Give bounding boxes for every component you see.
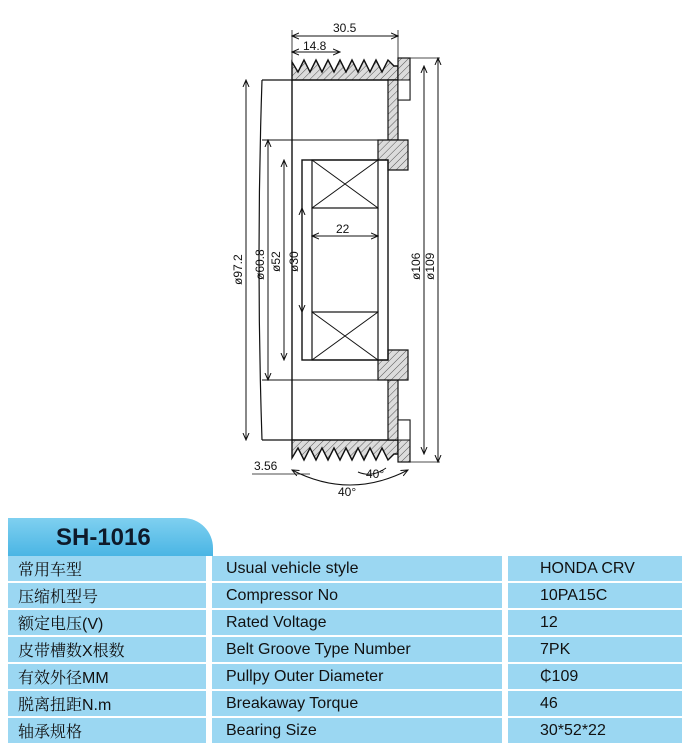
coil-top [398,80,410,100]
dim-97-2: ø97.2 [231,254,245,285]
dim-109: ø109 [423,252,437,280]
spec-label-en: Belt Groove Type Number [212,636,502,663]
spec-label-en: Rated Voltage [212,609,502,636]
dim-bore: 22 [336,222,350,236]
dim-pitch: 3.56 [254,459,278,473]
spec-value: HONDA CRV [508,556,682,582]
dim-30: ø30 [287,251,301,272]
spec-label-cn: 脱离扭距N.m [8,690,206,717]
spec-label-en: Pullpy Outer Diameter [212,663,502,690]
spec-row [8,609,682,636]
spec-row [8,582,682,609]
spec-value: 10PA15C [508,582,682,609]
spec-row [8,717,682,744]
dim-overall-width: 30.5 [333,21,357,35]
spec-label-en: Compressor No [212,582,502,609]
spec-label-en: Bearing Size [212,717,502,744]
bearing-outline [302,160,388,360]
bottom-web [378,350,408,380]
spec-label-cn: 额定电压(V) [8,609,206,636]
spec-value: 46 [508,690,682,717]
spec-row [8,556,682,582]
spec-value: 7PK [508,636,682,663]
bottom-belt-grooves [292,440,398,460]
top-web [378,140,408,170]
dim-52: ø52 [269,251,283,272]
spec-row [8,690,682,717]
spec-label-cn: 有效外径MM [8,663,206,690]
model-badge: SH-1016 [8,518,213,556]
spec-row [8,663,682,690]
spec-label-cn: 压缩机型号 [8,582,206,609]
spec-label-cn: 皮带槽数X根数 [8,636,206,663]
spec-label-cn: 常用车型 [8,556,206,582]
spec-value: ₵109 [508,663,682,690]
dim-106: ø106 [409,252,423,280]
top-flange [388,80,398,140]
dim-60-8: ø60.8 [253,249,267,280]
spec-label-en: Breakaway Torque [212,690,502,717]
dim-angle-large: 40° [338,485,357,499]
spec-label-cn: 轴承规格 [8,717,206,744]
spec-row [8,636,682,663]
spec-value: 12 [508,609,682,636]
top-belt-grooves [292,60,398,80]
spec-label-en: Usual vehicle style [212,556,502,582]
coil-bottom [398,420,410,440]
angle-arc-large [292,470,408,485]
spec-table [8,556,682,745]
spec-value: 30*52*22 [508,717,682,744]
dim-angle-small: 40° [366,467,385,481]
bottom-flange [388,380,398,440]
dim-groove-width: 14.8 [303,39,327,53]
